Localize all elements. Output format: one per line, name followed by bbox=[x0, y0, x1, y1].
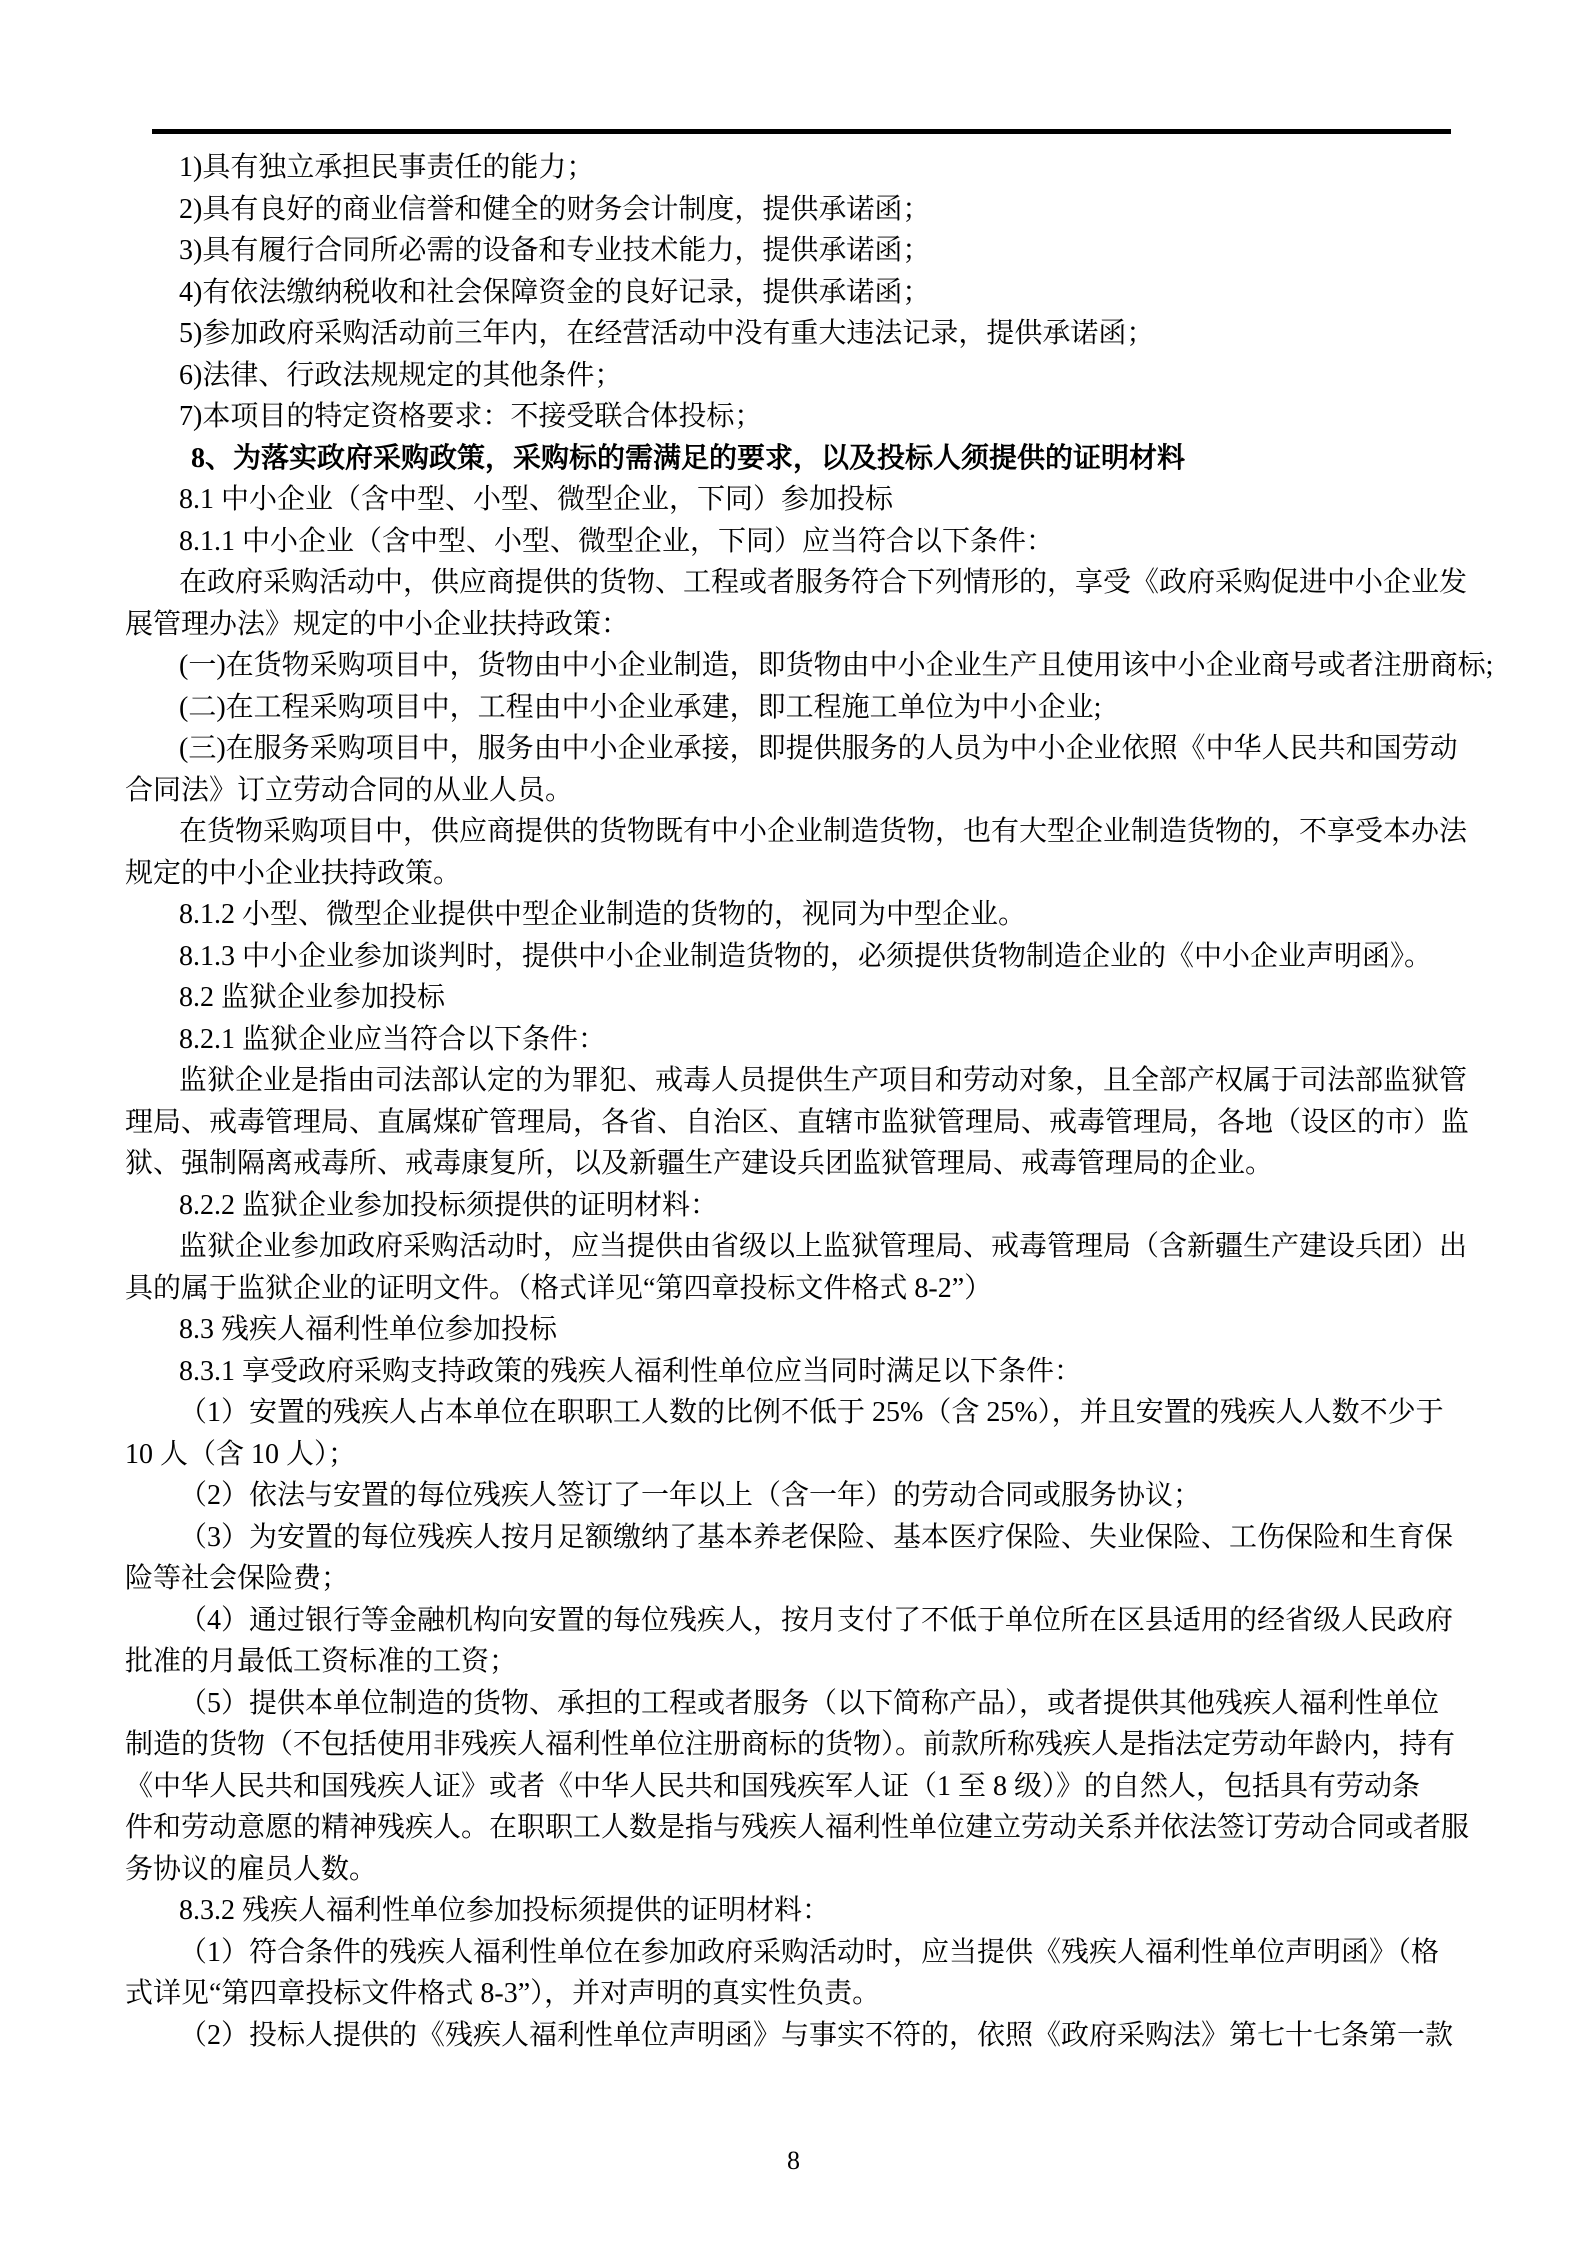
text-line: （5）提供本单位制造的货物、承担的工程或者服务（以下简称产品），或者提供其他残疾人福利性单位 bbox=[179, 1687, 1440, 1719]
section-heading: 8、为落实政府采购政策，采购标的需满足的要求，以及投标人须提供的证明材料 bbox=[191, 442, 1186, 474]
text-line: 规定的中小企业扶持政策。 bbox=[125, 857, 462, 889]
text-line: 6)法律、行政法规规定的其他条件； bbox=[179, 359, 623, 391]
text-line: （3）为安置的每位残疾人按月足额缴纳了基本养老保险、基本医疗保险、失业保险、工伤保险和生育保 bbox=[179, 1521, 1454, 1553]
text-line: （1）符合条件的残疾人福利性单位在参加政府采购活动时，应当提供《残疾人福利性单位声明函》（格 bbox=[179, 1936, 1440, 1968]
text-line: (一)在货物采购项目中，货物由中小企业制造，即货物由中小企业生产且使用该中小企业商号或者注册商标; bbox=[179, 650, 1494, 681]
page-number: 8 bbox=[787, 2146, 800, 2175]
text-line: 8.3 残疾人福利性单位参加投标 bbox=[179, 1314, 558, 1345]
text-line: 务协议的雇员人数。 bbox=[125, 1853, 378, 1885]
text-line: 式详见“第四章投标文件格式 8-3”），并对声明的真实性负责。 bbox=[125, 1978, 881, 2009]
text-line: (三)在服务采购项目中，服务由中小企业承接，即提供服务的人员为中小企业依照《中华人民共和国劳动 bbox=[179, 733, 1458, 764]
text-line: 具的属于监狱企业的证明文件。（格式详见“第四章投标文件格式 8-2”） bbox=[125, 1272, 993, 1304]
header-rule bbox=[152, 129, 1451, 134]
text-line: 合同法》订立劳动合同的从业人员。 bbox=[125, 774, 574, 806]
text-line: 5)参加政府采购活动前三年内，在经营活动中没有重大违法记录，提供承诺函； bbox=[179, 318, 1155, 349]
text-line: 4)有依法缴纳税收和社会保障资金的良好记录，提供承诺函； bbox=[179, 276, 931, 308]
text-line: 险等社会保险费； bbox=[125, 1563, 350, 1594]
text-line: 8.1.1 中小企业（含中型、小型、微型企业，下同）应当符合以下条件： bbox=[179, 525, 1055, 557]
text-line: 8.1.3 中小企业参加谈判时，提供中小企业制造货物的，必须提供货物制造企业的《中小企业声明函》。 bbox=[179, 940, 1433, 972]
text-line: 1)具有独立承担民事责任的能力； bbox=[179, 152, 595, 183]
text-line: 理局、戒毒管理局、直属煤矿管理局，各省、自治区、直辖市监狱管理局、戒毒管理局，各地（设区的市）监 bbox=[125, 1106, 1470, 1138]
text-line: (二)在工程采购项目中，工程由中小企业承建，即工程施工单位为中小企业; bbox=[179, 691, 1102, 723]
text-line: （4）通过银行等金融机构向安置的每位残疾人，按月支付了不低于单位所在区县适用的经省级人民政府 bbox=[179, 1604, 1454, 1636]
text-line: 8.1.2 小型、微型企业提供中型企业制造的货物的，视同为中型企业。 bbox=[179, 899, 1027, 930]
text-line: 在货物采购项目中，供应商提供的货物既有中小企业制造货物，也有大型企业制造货物的，不享受本办法 bbox=[179, 816, 1468, 847]
text-line: 10 人（含 10 人）； bbox=[125, 1438, 357, 1470]
text-line: 件和劳动意愿的精神残疾人。在职职工人数是指与残疾人福利性单位建立劳动关系并依法签订劳动合同或者服 bbox=[125, 1812, 1470, 1843]
text-line: 8.2.2 监狱企业参加投标须提供的证明材料： bbox=[179, 1189, 719, 1221]
text-line: 2)具有良好的商业信誉和健全的财务会计制度，提供承诺函； bbox=[179, 193, 931, 225]
text-line: 在政府采购活动中，供应商提供的货物、工程或者服务符合下列情形的，享受《政府采购促进中小企业发 bbox=[179, 567, 1468, 598]
text-line: 8.2 监狱企业参加投标 bbox=[179, 982, 446, 1013]
text-line: 7)本项目的特定资格要求：不接受联合体投标； bbox=[179, 401, 763, 432]
text-line: 展管理办法》规定的中小企业扶持政策： bbox=[125, 608, 630, 640]
text-line: 监狱企业是指由司法部认定的为罪犯、戒毒人员提供生产项目和劳动对象，且全部产权属于司法部监狱管 bbox=[179, 1065, 1468, 1096]
text-line: 8.3.1 享受政府采购支持政策的残疾人福利性单位应当同时满足以下条件： bbox=[179, 1355, 1083, 1387]
text-line: （2）投标人提供的《残疾人福利性单位声明函》与事实不符的，依照《政府采购法》第七十七条第一款 bbox=[179, 2019, 1454, 2051]
text-line: 8.3.2 残疾人福利性单位参加投标须提供的证明材料： bbox=[179, 1895, 831, 1926]
text-line: 制造的货物（不包括使用非残疾人福利性单位注册商标的货物）。前款所称残疾人是指法定劳动年龄内，持有 bbox=[125, 1729, 1456, 1760]
text-line: 8.2.1 监狱企业应当符合以下条件： bbox=[179, 1023, 607, 1055]
text-line: 3)具有履行合同所必需的设备和专业技术能力，提供承诺函； bbox=[179, 235, 931, 266]
text-line: （1）安置的残疾人占本单位在职职工人数的比例不低于 25%（含 25%），并且安置的残疾人人数不少于 bbox=[179, 1397, 1444, 1428]
text-line: 8.1 中小企业（含中型、小型、微型企业，下同）参加投标 bbox=[179, 484, 894, 515]
text-line: 《中华人民共和国残疾人证》或者《中华人民共和国残疾军人证（1 至 8 级）》的自然人，包括具有劳动条 bbox=[125, 1770, 1421, 1802]
text-line: （2）依法与安置的每位残疾人签订了一年以上（含一年）的劳动合同或服务协议； bbox=[179, 1480, 1202, 1511]
document-body bbox=[125, 147, 1494, 2056]
text-line: 批准的月最低工资标准的工资； bbox=[125, 1646, 518, 1677]
text-line: 狱、强制隔离戒毒所、戒毒康复所，以及新疆生产建设兵团监狱管理局、戒毒管理局的企业。 bbox=[125, 1148, 1274, 1179]
text-line: 监狱企业参加政府采购活动时，应当提供由省级以上监狱管理局、戒毒管理局（含新疆生产建设兵团）出 bbox=[179, 1231, 1468, 1262]
